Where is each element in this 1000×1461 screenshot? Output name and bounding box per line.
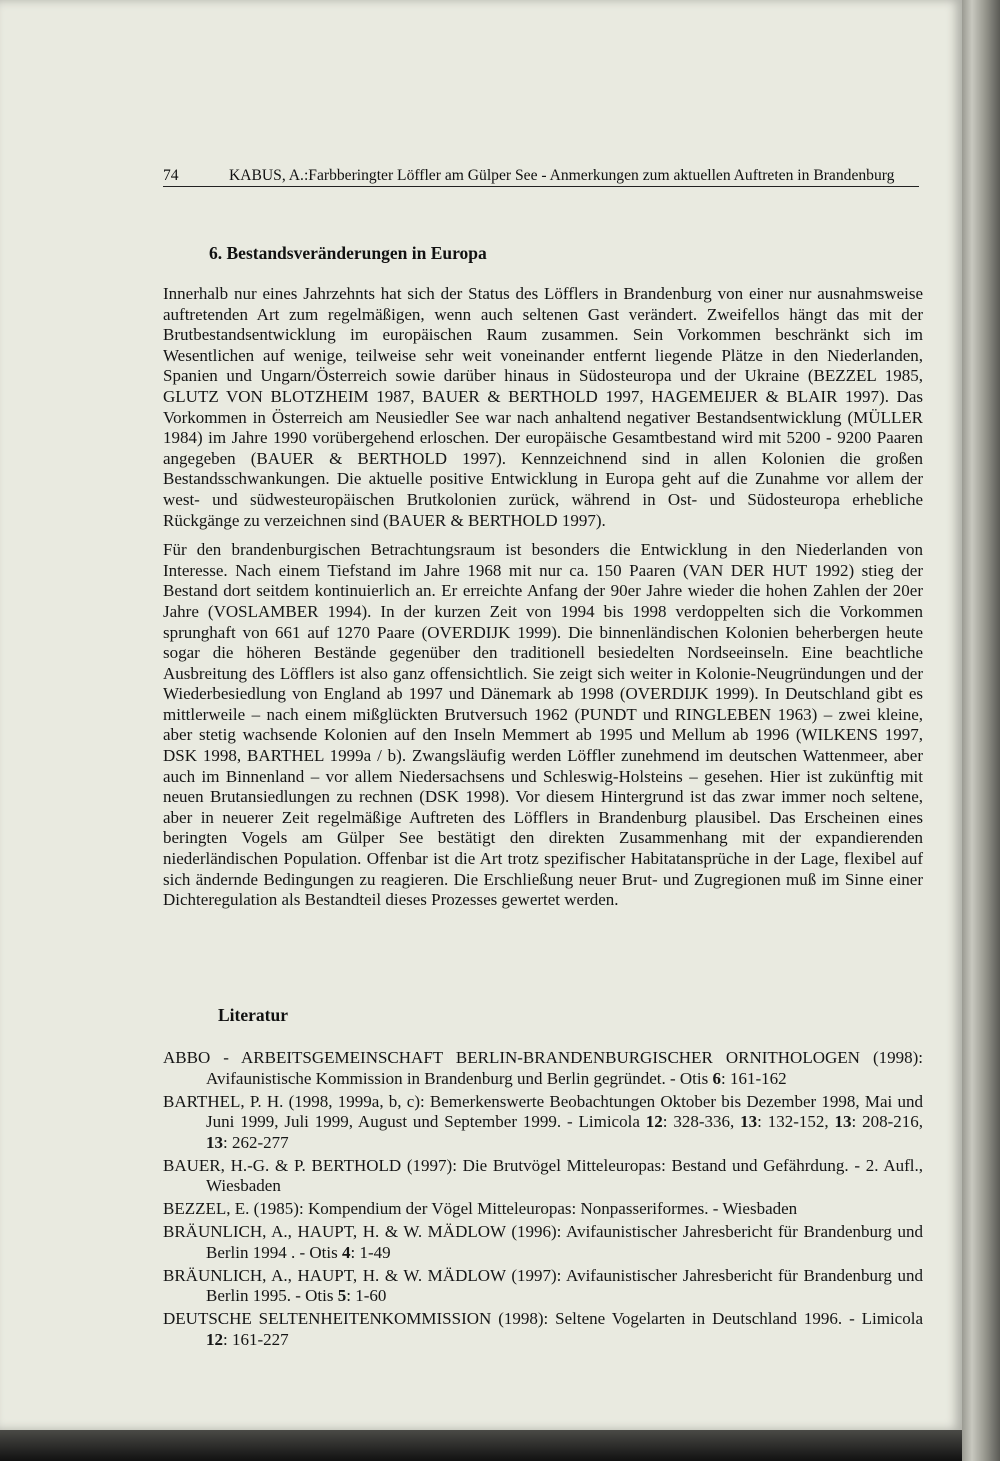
reference-item: BAUER, H.-G. & P. BERTHOLD (1997): Die Brutvögel Mitteleuropas: Bestand und Gefährdung. - 2. Aufl., Wiesbaden <box>163 1155 923 1196</box>
section-body <box>163 284 923 911</box>
scan-bottom-border <box>0 1430 962 1461</box>
paragraph: Für den brandenburgischen Betrachtungsraum ist besonders die Entwicklung in den Niederlanden von Interesse. Nach einem Tiefstand im Jahre 1968 mit nur ca. 150 Paaren (VAN DER HUT 1992) stieg der Bestand dort seitdem kontinuierlich an. Er erreichte Anfang der 90er Jahre wieder die hohen Zahlen der 20er Jahre (VOSLAMBER 1994). In der kurzen Zeit von 1994 bis 1998 verdoppelten sich die Vorkommen sprunghaft von 661 auf 1270 Paare (OVERDIJK 1999). Die binnenländischen Kolonien beherbergen heute sogar die höheren Bestände gegenüber den traditionell besiedelten Nordseeinseln. Eine beachtliche Ausbreitung des Löfflers ist also ganz offensichtlich. Sie zeigt sich weiter in Kolonie-Neugründungen und der Wiederbesiedlung von England ab 1997 und Dänemark ab 1998 (OVERDIJK 1999). In Deutschland gibt es mittlerweile – nach einem mißglückten Brutversuch 1962 (PUNDT und RINGLEBEN 1963) – zwei kleine, aber stetig wachsende Kolonien auf den Inseln Memmert ab 1995 und Mellum ab 1996 (WILKENS 1997, DSK 1998, BARTHEL 1999a / b). Zwangsläufig werden Löffler zunehmend im deutschen Wattenmeer, aber auch im Binnenland – vor allem Niedersachsens und Schleswig-Holsteins – gesehen. Hier ist zukünftig mit neuen Brutansiedlungen zu rechnen (DSK 1998). Vor diesem Hintergrund ist das zwar immer noch seltene, aber in neuerer Zeit regelmäßige Auftreten des Löfflers in Brandenburg plausibel. Das Erscheinen eines beringten Vogels am Gülper See bestätigt den direkten Zusammenhang mit der expandierenden niederländischen Population. Offenbar ist die Art trotz spezifischer Habitatansprüche in der Lage, flexibel auf sich ändernde Bedingungen zu reagieren. Die Erschließung neuer Brut- und Zugregionen muß im Sinne einer Dichteregulation als Bestandteil dieses Prozesses gewertet werden. <box>163 540 923 910</box>
reference-item: BARTHEL, P. H. (1998, 1999a, b, c): Bemerkenswerte Beobachtungen Oktober bis Dezember 1998, Mai und Juni 1999, Juli 1999, August und September 1999. - Limicola 12: 328-336, 13: 132-152, 13: 208-216, 13: 262-277 <box>163 1091 923 1152</box>
reference-item: BRÄUNLICH, A., HAUPT, H. & W. MÄDLOW (1997): Avifaunistischer Jahresbericht für Brandenburg und Berlin 1995. - Otis 5: 1-60 <box>163 1265 923 1306</box>
reference-item: BEZZEL, E. (1985): Kompendium der Vögel Mitteleuropas: Nonpasseriformes. - Wiesbaden <box>163 1199 798 1219</box>
reference-list <box>163 1048 923 1353</box>
running-title: KABUS, A.:Farbberingter Löffler am Gülper See - Anmerkungen zum aktuellen Auftreten in Brandenburg <box>229 167 895 184</box>
section-heading: 6. Bestandsveränderungen in Europa <box>209 243 487 263</box>
paragraph: Innerhalb nur eines Jahrzehnts hat sich der Status des Löfflers in Brandenburg von einer nur ausnahmsweise auftretenden Art zum regelmäßigen, wenn auch seltenen Gast verändert. Zweifellos hängt das mit der Brutbestandsentwicklung im europäischen Raum zusammen. Sein Vorkommen beschränkt sich im Wesentlichen auf wenige, teilweise sehr weit voneinander entfernt liegende Plätze in den Niederlanden, Spanien und Ungarn/Österreich sowie darüber hinaus in Südosteuropa und der Ukraine (BEZZEL 1985, GLUTZ VON BLOTZHEIM 1987, BAUER & BERTHOLD 1997, HAGEMEIJER & BLAIR 1997). Das Vorkommen in Österreich am Neusiedler See war nach anhaltend negativer Bestandsentwicklung (MÜLLER 1984) im Jahre 1990 vorübergehend erloschen. Der europäische Gesamtbestand wird mit 5200 - 9200 Paaren angegeben (BAUER & BERTHOLD 1997). Kennzeichnend sind in allen Kolonien die großen Bestandsschwankungen. Die aktuelle positive Entwicklung in Europa geht auf die Zunahme vor allem der west- und südwesteuropäischen Brutkolonien zurück, während in Ost- und Südosteuropa erhebliche Rückgänge zu verzeichnen sind (BAUER & BERTHOLD 1997). <box>163 284 923 530</box>
reference-item: DEUTSCHE SELTENHEITENKOMMISSION (1998): Seltene Vogelarten in Deutschland 1996. - Limicola 12: 161-227 <box>163 1309 923 1350</box>
literature-heading: Literatur <box>218 1005 288 1025</box>
reference-item: BRÄUNLICH, A., HAUPT, H. & W. MÄDLOW (1996): Avifaunistischer Jahresbericht für Brandenburg und Berlin 1994 . - Otis 4: 1-49 <box>163 1222 923 1262</box>
running-header <box>163 166 919 187</box>
page-stack-edge <box>962 0 1000 1461</box>
reference-item: ABBO - ARBEITSGEMEINSCHAFT BERLIN-BRANDENBURGISCHER ORNITHOLOGEN (1998): Avifaunistische Kommission in Brandenburg und Berlin gegründet. - Otis 6: 161-162 <box>163 1048 923 1088</box>
page-number: 74 <box>163 167 179 184</box>
